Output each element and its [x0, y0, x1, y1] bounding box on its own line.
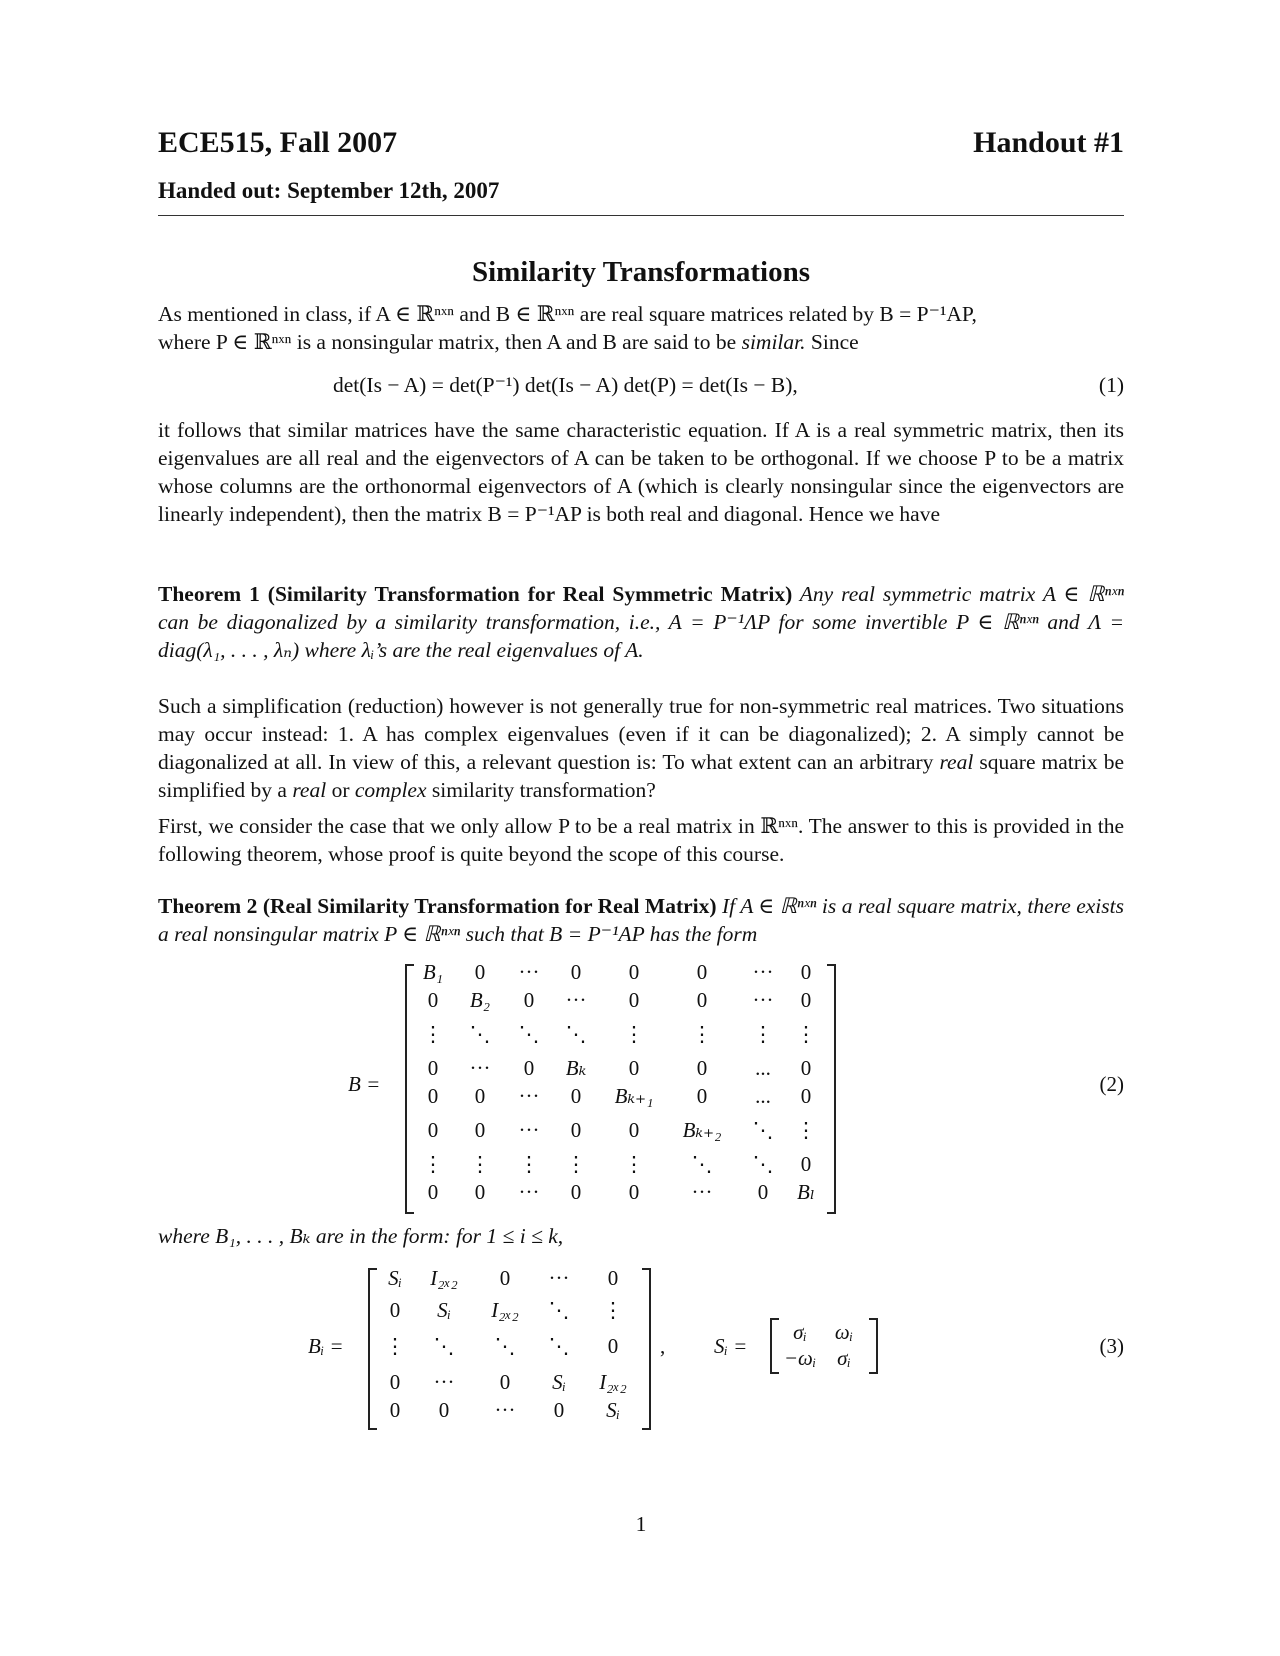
equation-2-cell: Bₖ	[565, 1056, 587, 1080]
equation-2-cell: 0	[696, 1056, 708, 1080]
equation-2-cell: ⋱	[518, 1022, 540, 1046]
equation-2-cell: 0	[427, 988, 439, 1012]
equation-3-cell: ···	[494, 1398, 516, 1422]
equation-2-cell: 0	[570, 1118, 582, 1142]
equation-1-formula: det(Is − A) = det(P⁻¹) det(Is − A) det(P) = det(Is − B),	[333, 373, 798, 397]
equation-2-cell: 0	[696, 1084, 708, 1108]
equation-2-cell: 0	[427, 1180, 439, 1204]
equation-3-cell: 0	[389, 1370, 401, 1394]
equation-2-cell: 0	[628, 1180, 640, 1204]
equation-3-cell: Sᵢ	[437, 1298, 451, 1322]
equation-2-cell: 0	[474, 1084, 486, 1108]
equation-3-cell: ⋱	[548, 1334, 570, 1358]
equation-2-cell: ⋮	[691, 1022, 713, 1046]
equation-2-cell: Bₗ	[797, 1180, 815, 1204]
real-word-1: real	[939, 750, 974, 774]
equation-2-cell: 0	[628, 988, 640, 1012]
equation-3-cell: Sᵢ	[552, 1370, 566, 1394]
equation-2-cell: 0	[800, 988, 812, 1012]
theorem-1-heading: Theorem 1 (Similarity Transformation for Real Symmetric Matrix)	[158, 582, 793, 606]
equation-2-cell: ⋮	[565, 1152, 587, 1176]
similar-word: similar.	[741, 330, 806, 354]
equation-2-lhs: B =	[348, 1072, 381, 1096]
equation-2-cell: Bₖ₊₂	[682, 1118, 722, 1142]
s-matrix-cell: σᵢ	[793, 1320, 807, 1344]
where-line	[158, 1222, 1124, 1250]
equation-3-cell: Sᵢ	[606, 1398, 620, 1422]
paragraph-3-text-b: square matrix be simplified by a	[158, 750, 1124, 802]
handout-number: Handout #1	[973, 126, 1124, 159]
equation-3-cell: 0	[499, 1370, 511, 1394]
header-rule	[158, 215, 1124, 216]
equation-3-right-bracket	[642, 1268, 651, 1430]
equation-3-cell: I₂ₓ₂	[599, 1370, 627, 1394]
equation-2-cell: ···	[752, 960, 774, 984]
complex-word: complex	[354, 778, 427, 802]
equation-2-cell: B₁	[422, 960, 444, 984]
equation-3-cell: Sᵢ	[388, 1266, 402, 1290]
equation-2-cell: ···	[752, 988, 774, 1012]
equation-3-cell: ⋱	[433, 1334, 455, 1358]
equation-2-cell: 0	[757, 1180, 769, 1204]
paragraph-3-text-c: or	[326, 778, 355, 802]
equation-2-cell: ···	[518, 1084, 540, 1108]
equation-2-cell: 0	[570, 960, 582, 984]
equation-3-cell: 0	[389, 1298, 401, 1322]
equation-3	[158, 1262, 1124, 1432]
equation-2-cell: 0	[628, 1056, 640, 1080]
equation-2-cell: 0	[628, 960, 640, 984]
paragraph-2: it follows that similar matrices have the same characteristic equation. If A is a real symmetric matrix, then its eigenvalues are all real and the eigenvectors of A can be taken to be orthogonal. If we choose P to be a matrix whose columns are the orthonormal eigenvectors of A (which is clearly nonsingular since the eigenvectors are linearly independent), then the matrix B = P⁻¹AP is both real and diagonal. Hence we have	[158, 418, 1124, 526]
equation-2-cell: 0	[523, 988, 535, 1012]
equation-2-number: (2)	[1099, 1072, 1124, 1096]
equation-2-cell: 0	[800, 1152, 812, 1176]
equation-2-cell: ···	[518, 1118, 540, 1142]
equation-3-cell: ⋮	[602, 1298, 624, 1322]
equation-2-cell: B₂	[469, 988, 491, 1012]
equation-3-cell: 0	[607, 1266, 619, 1290]
equation-2-cell: ⋮	[422, 1022, 444, 1046]
equation-3-lhs: Bᵢ =	[308, 1334, 344, 1358]
equation-2-cell: 0	[800, 960, 812, 984]
equation-3-cell: ···	[548, 1266, 570, 1290]
s-matrix-cell: σᵢ	[837, 1346, 851, 1370]
s-matrix-cell: ωᵢ	[834, 1320, 854, 1344]
equation-3-cell: ···	[433, 1370, 455, 1394]
theorem-2-body: If A ∈ ℝⁿˣⁿ is a real square matrix, there exists a real nonsingular matrix P ∈ ℝⁿˣⁿ such that B = P⁻¹AP has the form	[158, 894, 1124, 946]
theorem-2	[158, 892, 1124, 948]
equation-2-cell: 0	[427, 1118, 439, 1142]
equation-2-cell: ...	[755, 1084, 771, 1108]
equation-2-cell: 0	[427, 1084, 439, 1108]
equation-2-cell: ⋮	[752, 1022, 774, 1046]
equation-2-cell: 0	[523, 1056, 535, 1080]
equation-2-cell: ⋱	[565, 1022, 587, 1046]
equation-2	[158, 960, 1124, 1218]
equation-2-cell: ⋱	[752, 1118, 774, 1142]
equation-3-cell: I₂ₓ₂	[491, 1298, 519, 1322]
equation-3-cell: 0	[438, 1398, 450, 1422]
equation-2-cell: ⋮	[623, 1152, 645, 1176]
intro-paragraph	[158, 300, 1124, 356]
s-matrix-lhs: Sᵢ =	[714, 1334, 748, 1358]
intro-line1: As mentioned in class, if A ∈ ℝⁿˣⁿ and B ∈ ℝⁿˣⁿ are real square matrices related by B = P⁻¹AP,	[158, 302, 977, 326]
equation-2-cell: ···	[565, 988, 587, 1012]
equation-2-cell: ⋮	[422, 1152, 444, 1176]
equation-1-number: (1)	[1098, 373, 1124, 397]
course-title: ECE515, Fall 2007	[158, 126, 398, 159]
document-page	[158, 0, 1124, 1656]
equation-2-cell: 0	[696, 960, 708, 984]
equation-2-cell: Bₖ₊₁	[614, 1084, 654, 1108]
equation-2-cell: ···	[518, 1180, 540, 1204]
paragraph-3-text-a: Such a simplification (reduction) however is not generally true for non-symmetric real matrices. Two situations may occur instead: 1. A has complex eigenvalues (even if it can be diagonalized); 2. A simply cannot be diagonalized at all. In view of this, a relevant question is: To what extent can an arbitrary	[158, 694, 1124, 774]
equation-3-cell: ⋮	[384, 1334, 406, 1358]
paragraph-3-text-d: similarity transformation?	[426, 778, 656, 802]
paragraph-4: First, we consider the case that we only allow P to be a real matrix in ℝⁿˣⁿ. The answer to this is provided in the following theorem, whose proof is quite beyond the scope of this course.	[158, 814, 1124, 866]
equation-3-cell: 0	[499, 1266, 511, 1290]
page-number: 1	[635, 1512, 647, 1536]
theorem-2-heading: Theorem 2 (Real Similarity Transformation for Real Matrix)	[158, 894, 717, 918]
equation-3-cell: I₂ₓ₂	[430, 1266, 458, 1290]
equation-2-cell: ⋮	[518, 1152, 540, 1176]
equation-3-cell: 0	[607, 1334, 619, 1358]
equation-2-cell: ⋱	[691, 1152, 713, 1176]
equation-3-cell: ⋱	[548, 1298, 570, 1322]
paragraph-3	[158, 692, 1124, 804]
header	[158, 126, 1124, 166]
equation-2-cell: ...	[755, 1056, 771, 1080]
handed-out-date: Handed out: September 12th, 2007	[158, 178, 500, 203]
equation-2-cell: 0	[427, 1056, 439, 1080]
s-matrix-cell: −ωᵢ	[783, 1346, 817, 1370]
theorem-1-body: Any real symmetric matrix A ∈ ℝⁿˣⁿ can be diagonalized by a similarity transformation, i.e., A = P⁻¹ΛP for some invertible P ∈ ℝⁿˣⁿ and Λ = diag(λ₁, . . . , λₙ) where λᵢ’s are the real eigenvalues of A.	[158, 582, 1124, 662]
equation-2-cell: ···	[691, 1180, 713, 1204]
equation-2-cell: ⋮	[795, 1022, 817, 1046]
equation-2-cell: ···	[469, 1056, 491, 1080]
equation-2-cell: ⋱	[469, 1022, 491, 1046]
theorem-1	[158, 580, 1124, 664]
equation-3-cell: 0	[553, 1398, 565, 1422]
equation-2-cell: 0	[474, 1118, 486, 1142]
equation-2-cell: 0	[570, 1084, 582, 1108]
equation-2-cell: 0	[800, 1056, 812, 1080]
equation-2-cell: 0	[628, 1118, 640, 1142]
equation-3-comma: ,	[660, 1334, 666, 1358]
equation-2-cell: ⋮	[469, 1152, 491, 1176]
equation-2-cell: 0	[800, 1084, 812, 1108]
equation-2-cell: 0	[570, 1180, 582, 1204]
where-line-text: where B₁, . . . , Bₖ are in the form: for 1 ≤ i ≤ k,	[158, 1224, 564, 1248]
intro-line2a: where P ∈ ℝⁿˣⁿ is a nonsingular matrix, then A and B are said to be	[158, 330, 742, 354]
equation-2-cell: ⋮	[795, 1118, 817, 1142]
equation-2-cell: 0	[474, 1180, 486, 1204]
equation-3-cell: 0	[389, 1398, 401, 1422]
equation-3-cell: ⋱	[494, 1334, 516, 1358]
document-title: Similarity Transformations	[471, 256, 811, 288]
equation-3-number: (3)	[1099, 1334, 1124, 1358]
equation-2-cell: ⋱	[752, 1152, 774, 1176]
equation-2-cell: 0	[474, 960, 486, 984]
real-word-2: real	[292, 778, 327, 802]
intro-line2b: Since	[805, 330, 859, 354]
equation-2-cell: ⋮	[623, 1022, 645, 1046]
equation-2-cell: 0	[696, 988, 708, 1012]
equation-2-cell: ···	[518, 960, 540, 984]
